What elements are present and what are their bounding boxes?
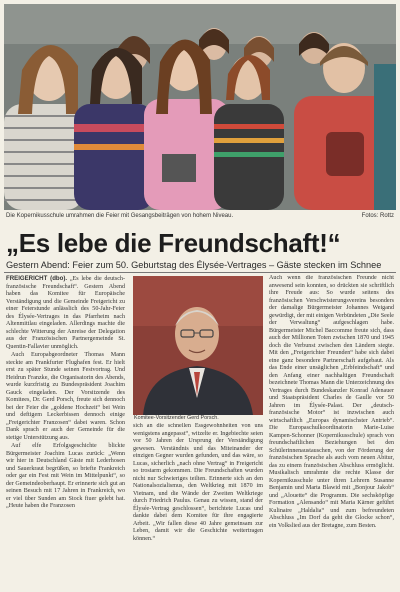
article-column-3 — [269, 275, 394, 589]
article-column-2 — [133, 423, 263, 589]
divider-rule — [4, 272, 396, 273]
article-paragraph: Auch wenn die französischen Freunde nicht anwesend sein konnten, so drückten sie schriftlich ihre Freude aus: So wurde seitens des französischen Verschwisterungsvereins besonders der damalige Bürgermeister Johannes Weigand gewürdigt, der mit einigen Verbündeten „Die Seele der Verwaltung“ aufgeschlagen habe. Bürgermeister Michel Baccomme freute sich, dass auch der Millionen Toten zwischen 1870 und 1945 doch die Verbunst zwischen den Ländern siegte. Mit den „Freigerichter Freunden“ habe sich dabei eine ganz besondere Partnerschaft aufgebaut. Als das Ende einer unsäglichen „Erbfeindschaft“ und den Anfang einer nachhaltigen Freundschaft bezeichnete Thomas Mann die Unterzeichnung des Vertrages durch Bundeskanzler Konrad Adenauer und Staatspräsident Charles de Gaulle vor 50 Jahren im Élysée-Palast. Der „deutsch-französische Motor“ ist inzwischen auch wirtschaftlich „Europas dynamischster Antrieb“. Die Europaschulkoordinatorin Marie-Luise Kampen-Schonner (Kopernikusschule) sprach von freundschaftlichen Beziehungen bei den Schülerinnenaustauschen, von der Förderung der französischen Sprache als auch vom neuen Abitur, das zu einem französischen Abschluss ermöglicht. Musikalisch umrahmte die rechte Klasse der Kopernikusschule unter ihren Lehrern Susanne Benjamin und Marta Blawid mit „Bonjour Jakob“ und „Alouette“ die Programm. Die sechsköpfige Formation „Alensando“ mit Maria Kärner geführt Kulinaire „Haldalia“ und zum befreundeten Abschluss „Im Dorf da geht die Glocke schon“, ein Volkslied aus der Bretagne, zum Besten. — [269, 275, 394, 529]
subheadline: Gestern Abend: Feier zum 50. Geburtstag des Élysée-Vertrages – Gäste stecken im Schnee — [6, 260, 382, 270]
photo-caption-row — [4, 212, 396, 222]
photo-credit: Fotos: Rottz — [361, 213, 394, 219]
paragraph-text: „Es lebe die deutsch-französische Freundschaft“. Gestern Abend haben das Komitee für Europäische Verständigung und die Gemeinde Freigericht zu einer Feierstunde anlässlich des 50-Jahr-Feier des Élysée-Vertrages in das Pfarrheim nach Altenmittlau eingeladen. Allerdings machte die schlechte Witterung der Anreise der Delegation aus der Französischen Partnergemeinde St. Quentin-Fallavier unmöglich. — [6, 276, 125, 350]
article-column-1 — [6, 275, 125, 589]
article-paragraph: Auf elfe Erfolgsgeschichte blickte Bürgermeister Joachim Lucas zurück: „Wenn wir hier in Deutschland Gäste mit Lederhosen und Sauerkraut begrüßen, so briefte Frankreich oder gar ein Fest mit Wein im Mittelpunkt“, so der Gemeindeoberhaupt. Er erinnerte sich gut an seinen Besuch mit 17 Jahren in Frankreich, wo er viel über Sunden am Stock fiuer gelebt hat. „Heute haben die Franzosen — [6, 443, 125, 509]
portrait-photo — [133, 276, 263, 415]
choir-photo-illustration — [4, 4, 396, 210]
choir-photo — [4, 4, 396, 210]
headline: „Es lebe die Freundschaft!“ — [6, 228, 341, 258]
photo-caption: Die Kopernikusschule umrahmen die Feier mit Gesangsbeiträgen von hohem Niveau. — [6, 213, 234, 219]
article-paragraph: sich an die schnellen Essgewohnheiten von uns wenigstens angepasst“, witzelte er. Ingebiechte seien vor 50 Jahren der Ursprung der Verständigung gewesen. Verständnis und das Miteinander der einzigen Gegner wurden gefunden, und das wäre, so Lucas, sicherlich „nach ohne Vertrag“ in Freigericht so trostarm gekommen. Die Freundschaften wurden nicht nur Schwieriges teilten. Erinnerte sich an den Nationalsozialismus, den Weltkrieg mit 1870 im Vietnam, und die Wände der Zweiten Weltkriege durch Friedrich Paulus. Genau zu wissen, stand der Élysée-Vertrag geschlossen“, berichtete Lucas und dankte dabei dem Komitee für ihre engagierte Arbeit. „Wir fallen diese 40 Jahre gemeinsam zur Leben, damit wir die Geschichte weitertragen können.“ — [133, 423, 263, 542]
dateline: FREIGERICHT (dbo). — [6, 275, 68, 282]
portrait-illustration — [133, 276, 263, 415]
article-paragraph: Auch Europabgeordneter Thomas Mann steckte am Frankfurter Flughafen fest. Er hielt erst zu später Stunde seinen Festvortrag. Und Heidrun Franzke, die Organisatorin des Abends, wurde kurzfristig zu Bundespräsident Joachim Gauck eingeladen. Der Vorsitzende des Komitees, Dr. Gerd Porsch, freute sich dennoch bei der Feier die „goldene Hochzeit“ bei Wein und deftigem Leckerbissen dennoch einige „Freigerichter Franzosen“ dabei waren. Schon Dank sprach er auch der Gemeinde für die stetige Unterstützung aus. — [6, 352, 125, 441]
portrait-caption: Komitee-Vorsitzender Gerd Porsch. — [134, 415, 219, 421]
article-paragraph — [6, 275, 125, 351]
